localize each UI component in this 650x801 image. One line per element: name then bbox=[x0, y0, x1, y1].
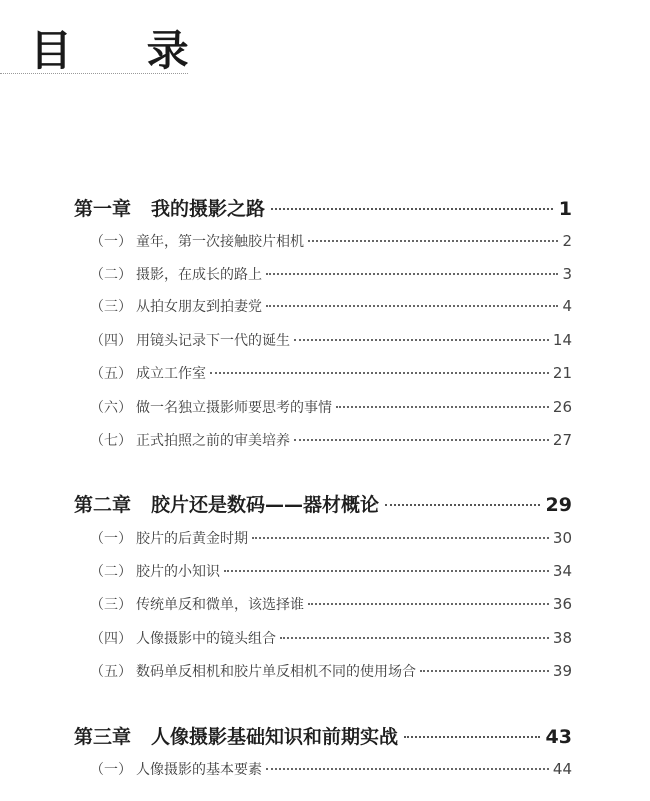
section-title: 数码单反相机和胶片单反相机不同的使用场合 bbox=[136, 664, 416, 680]
section-title: 摄影，在成长的路上 bbox=[136, 267, 262, 283]
section-page-number: 14 bbox=[552, 331, 572, 349]
toc-section[interactable] bbox=[90, 397, 572, 417]
section-title: 传统单反和微单，该选择谁 bbox=[136, 597, 304, 613]
section-title: 做一名独立摄影师要思考的事情 bbox=[136, 400, 332, 416]
dot-leader bbox=[210, 372, 549, 374]
dot-leader bbox=[271, 208, 553, 210]
dot-leader bbox=[280, 637, 549, 639]
section-number: （六） bbox=[90, 400, 132, 416]
toc-chapter-1[interactable] bbox=[74, 194, 572, 221]
section-title: 人像摄影的基本要素 bbox=[136, 762, 262, 778]
toc-section[interactable] bbox=[90, 528, 572, 548]
toc-section[interactable] bbox=[90, 430, 572, 450]
chapter-number: 第一章 bbox=[74, 198, 132, 220]
toc-section[interactable] bbox=[90, 628, 572, 648]
section-number: （一） bbox=[90, 531, 132, 547]
section-title: 成立工作室 bbox=[136, 366, 206, 382]
section-number: （一） bbox=[90, 762, 132, 778]
dot-leader bbox=[308, 603, 549, 605]
chapter-title: 胶片还是数码——器材概论 bbox=[151, 494, 380, 516]
section-title: 从拍女朋友到拍妻党 bbox=[136, 299, 262, 315]
section-page-number: 30 bbox=[552, 529, 572, 547]
dot-leader bbox=[294, 439, 549, 441]
section-title: 正式拍照之前的审美培养 bbox=[136, 433, 290, 449]
toc-section[interactable] bbox=[90, 296, 572, 316]
toc-chapter-2[interactable] bbox=[74, 490, 572, 517]
section-page-number: 27 bbox=[552, 431, 572, 449]
dot-leader bbox=[336, 406, 549, 408]
dot-leader bbox=[224, 570, 549, 572]
dot-leader bbox=[420, 670, 549, 672]
toc-section[interactable] bbox=[90, 363, 572, 383]
section-title: 童年，第一次接触胶片相机 bbox=[136, 234, 304, 250]
section-title: 胶片的小知识 bbox=[136, 564, 220, 580]
dot-leader bbox=[266, 273, 558, 275]
chapter-page-number: 29 bbox=[545, 494, 572, 516]
section-title: 胶片的后黄金时期 bbox=[136, 531, 248, 547]
section-number: （五） bbox=[90, 664, 132, 680]
chapter-page-number: 43 bbox=[545, 726, 572, 748]
section-page-number: 3 bbox=[562, 265, 572, 283]
toc-section[interactable] bbox=[90, 231, 572, 251]
section-number: （一） bbox=[90, 234, 132, 250]
dot-leader bbox=[266, 305, 558, 307]
section-title: 人像摄影中的镜头组合 bbox=[136, 631, 276, 647]
dot-leader bbox=[266, 768, 549, 770]
toc-section[interactable] bbox=[90, 661, 572, 681]
dot-leader bbox=[308, 240, 558, 242]
chapter-number: 第三章 bbox=[74, 726, 132, 748]
section-page-number: 44 bbox=[552, 760, 572, 778]
section-number: （四） bbox=[90, 333, 132, 349]
section-page-number: 26 bbox=[552, 398, 572, 416]
dot-leader bbox=[385, 504, 540, 506]
toc-section[interactable] bbox=[90, 330, 572, 350]
chapter-page-number: 1 bbox=[558, 198, 572, 220]
section-number: （七） bbox=[90, 433, 132, 449]
dot-leader bbox=[404, 736, 540, 738]
dot-leader bbox=[294, 339, 549, 341]
section-number: （三） bbox=[90, 299, 132, 315]
toc-section[interactable] bbox=[90, 759, 572, 779]
toc-chapter-3[interactable] bbox=[74, 722, 572, 749]
chapter-number: 第二章 bbox=[74, 494, 132, 516]
section-page-number: 34 bbox=[552, 562, 572, 580]
section-page-number: 39 bbox=[552, 662, 572, 680]
section-number: （四） bbox=[90, 631, 132, 647]
section-number: （五） bbox=[90, 366, 132, 382]
page-title: 目 录 bbox=[30, 26, 219, 75]
toc-section[interactable] bbox=[90, 561, 572, 581]
chapter-title: 我的摄影之路 bbox=[151, 198, 266, 220]
title-divider bbox=[0, 73, 188, 74]
section-title: 用镜头记录下一代的诞生 bbox=[136, 333, 290, 349]
section-number: （二） bbox=[90, 267, 132, 283]
toc-section[interactable] bbox=[90, 594, 572, 614]
section-page-number: 36 bbox=[552, 595, 572, 613]
section-number: （三） bbox=[90, 597, 132, 613]
section-page-number: 38 bbox=[552, 629, 572, 647]
section-page-number: 2 bbox=[562, 232, 572, 250]
dot-leader bbox=[252, 537, 549, 539]
section-number: （二） bbox=[90, 564, 132, 580]
section-page-number: 21 bbox=[552, 364, 572, 382]
toc-section[interactable] bbox=[90, 264, 572, 284]
section-page-number: 4 bbox=[562, 297, 572, 315]
chapter-title: 人像摄影基础知识和前期实战 bbox=[151, 726, 399, 748]
